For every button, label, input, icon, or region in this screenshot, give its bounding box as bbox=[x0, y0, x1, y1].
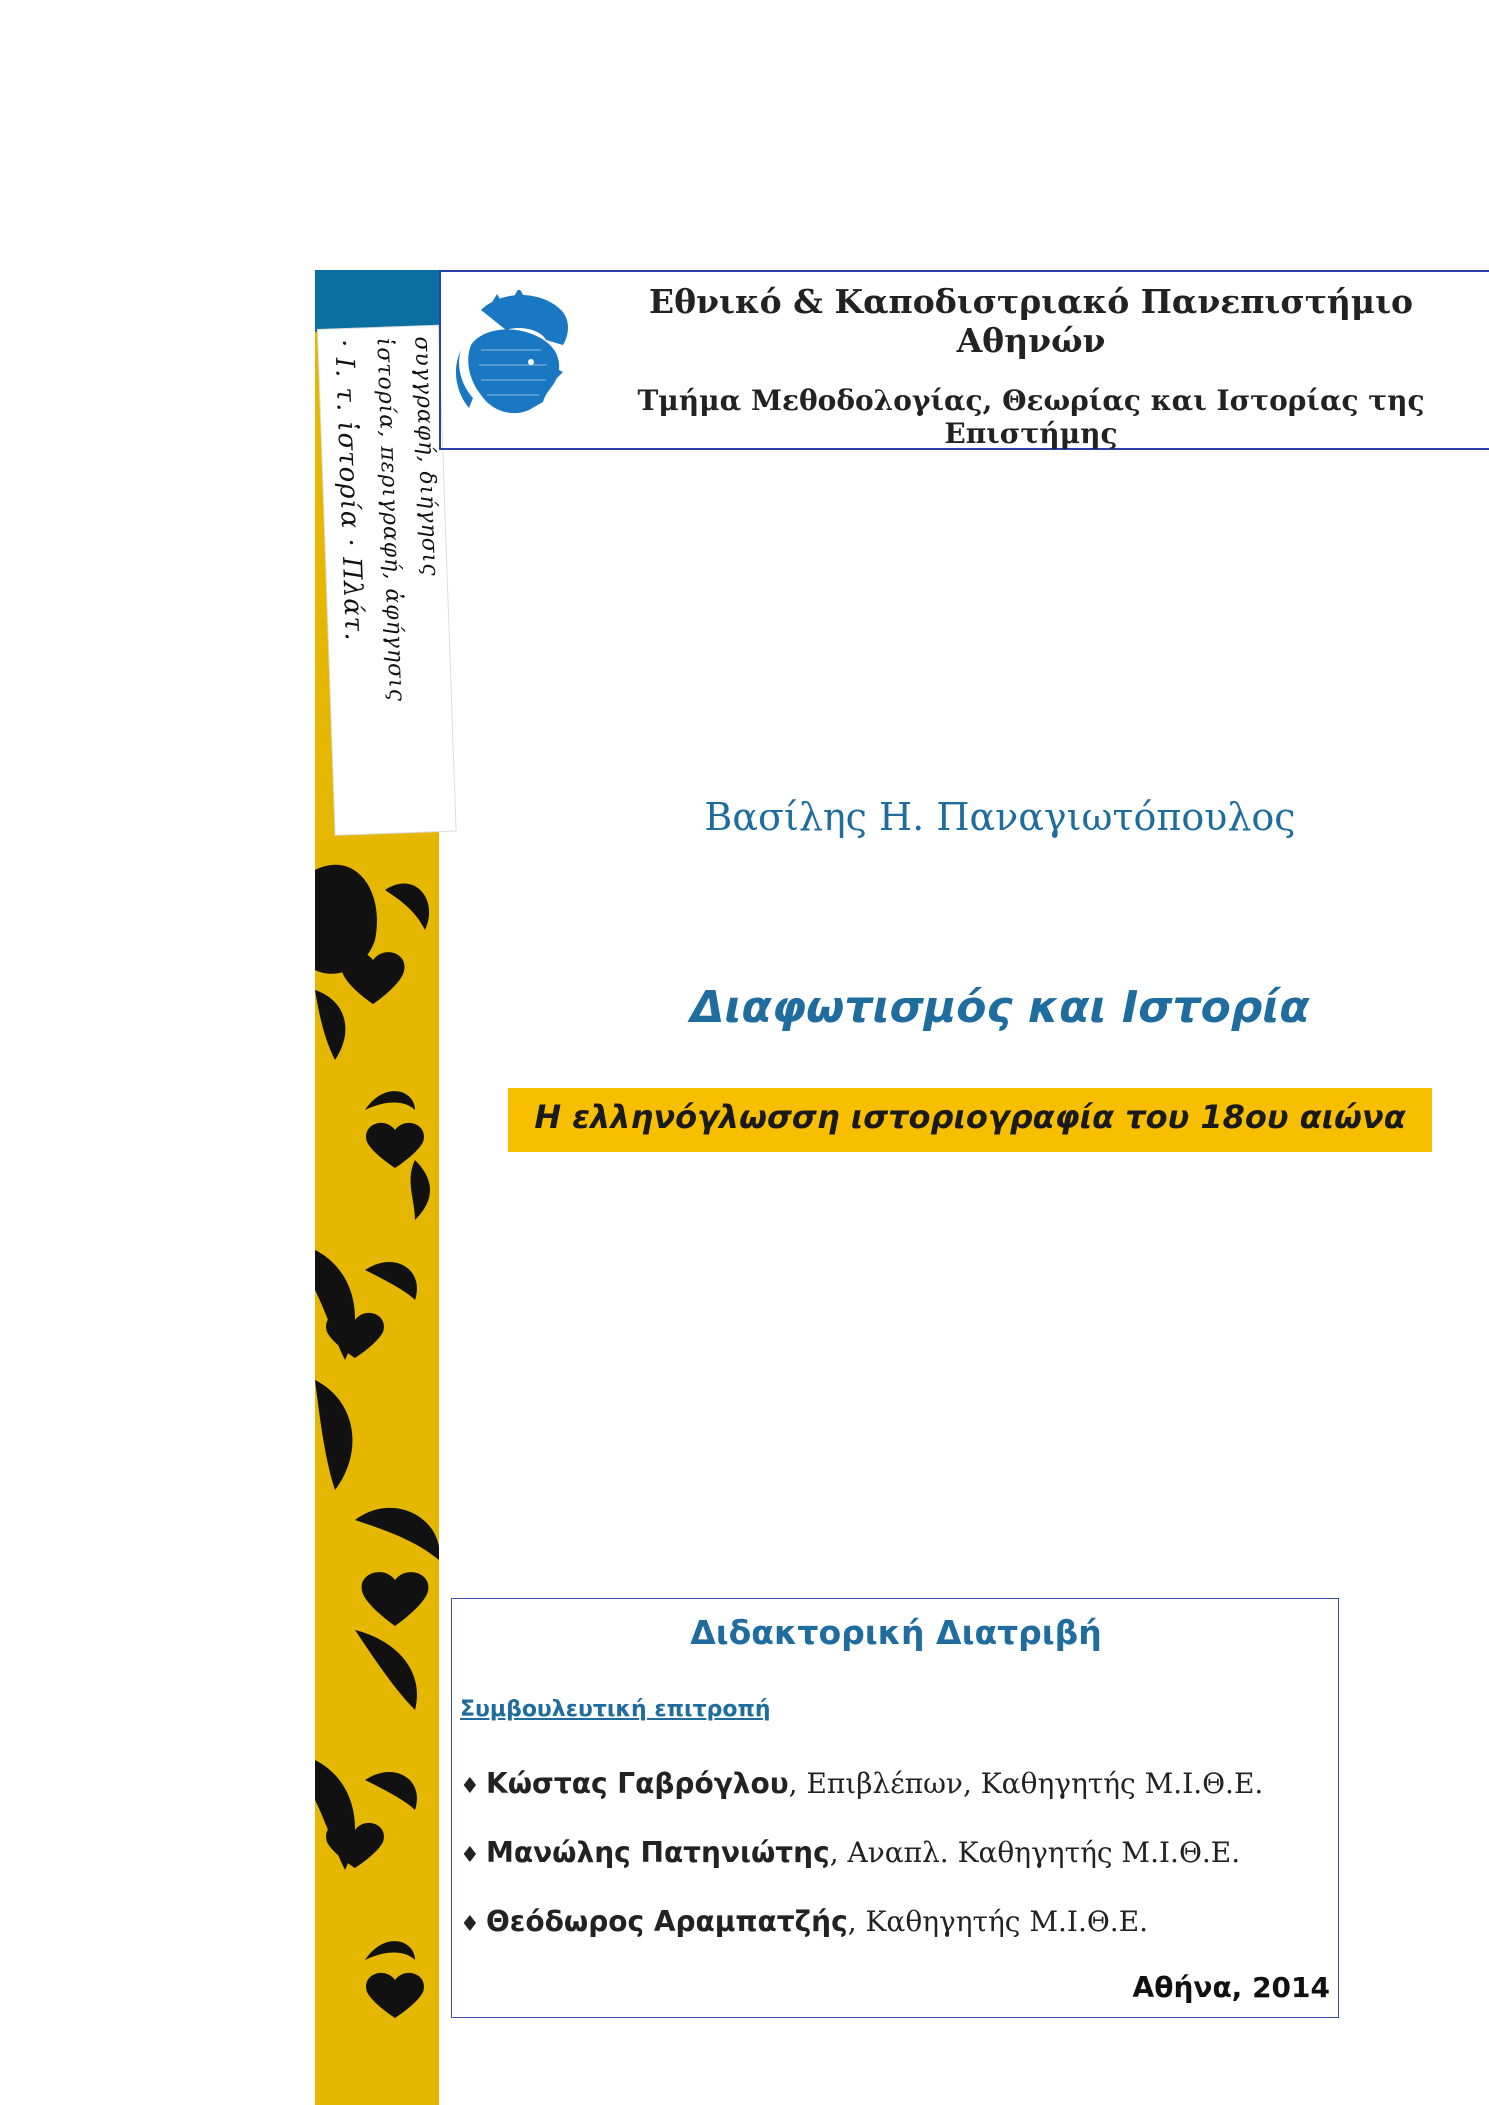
committee-box bbox=[451, 1598, 1339, 2018]
member-role: , Καθηγητής Μ.Ι.Θ.Ε. bbox=[847, 1905, 1149, 1938]
committee-member bbox=[460, 1905, 1148, 1938]
member-role: , Επιβλέπων, Καθηγητής Μ.Ι.Θ.Ε. bbox=[788, 1767, 1264, 1800]
diamond-bullet-icon: ♦ bbox=[460, 1774, 480, 1799]
department-name: Τμήμα Μεθοδολογίας, Θεωρίας και Ιστορίας της Επιστήμης bbox=[637, 384, 1425, 450]
committee-member bbox=[460, 1836, 1240, 1869]
member-name: Θεόδωρος Αραμπατζής bbox=[486, 1905, 848, 1938]
place-date: Αθήνα, 2014 bbox=[1132, 1971, 1330, 2004]
subtitle-bar bbox=[508, 1088, 1432, 1152]
diamond-bullet-icon: ♦ bbox=[460, 1912, 480, 1937]
manuscript-line: · Ι. τ. ἱστορία · Πλάτ. bbox=[328, 338, 369, 642]
university-header bbox=[439, 270, 1489, 450]
thesis-title: Διαφωτισμός και Ιστορία bbox=[690, 982, 1310, 1033]
manuscript-line: συγγραφή, διήγησις bbox=[409, 335, 443, 578]
member-role: , Αναπλ. Καθηγητής Μ.Ι.Θ.Ε. bbox=[829, 1836, 1241, 1869]
athena-head-icon bbox=[451, 290, 576, 420]
committee-member bbox=[460, 1767, 1263, 1800]
author-name: Βασίλης Η. Παναγιωτόπουλος bbox=[704, 795, 1296, 839]
diamond-bullet-icon: ♦ bbox=[460, 1843, 480, 1868]
member-name: Κώστας Γαβρόγλου bbox=[486, 1767, 789, 1800]
manuscript-fragment bbox=[318, 326, 456, 835]
committee-label: Συμβουλευτική επιτροπή bbox=[460, 1697, 771, 1722]
thesis-subtitle: Η ελληνόγλωσση ιστοριογραφία του 18ου αιώνα bbox=[534, 1098, 1406, 1136]
member-name: Μανώλης Πατηνιώτης bbox=[486, 1836, 830, 1869]
side-band-top-accent bbox=[315, 270, 439, 332]
university-name: Εθνικό & Καποδιστριακό Πανεπιστήμιο Αθηνών bbox=[648, 282, 1414, 360]
dissertation-heading: Διδακτορική Διατριβή bbox=[690, 1613, 1102, 1652]
manuscript-line: ἱστορία, περιγραφή, ἀφήγησις bbox=[371, 337, 410, 703]
floral-heart-ornament-icon bbox=[315, 830, 439, 2105]
